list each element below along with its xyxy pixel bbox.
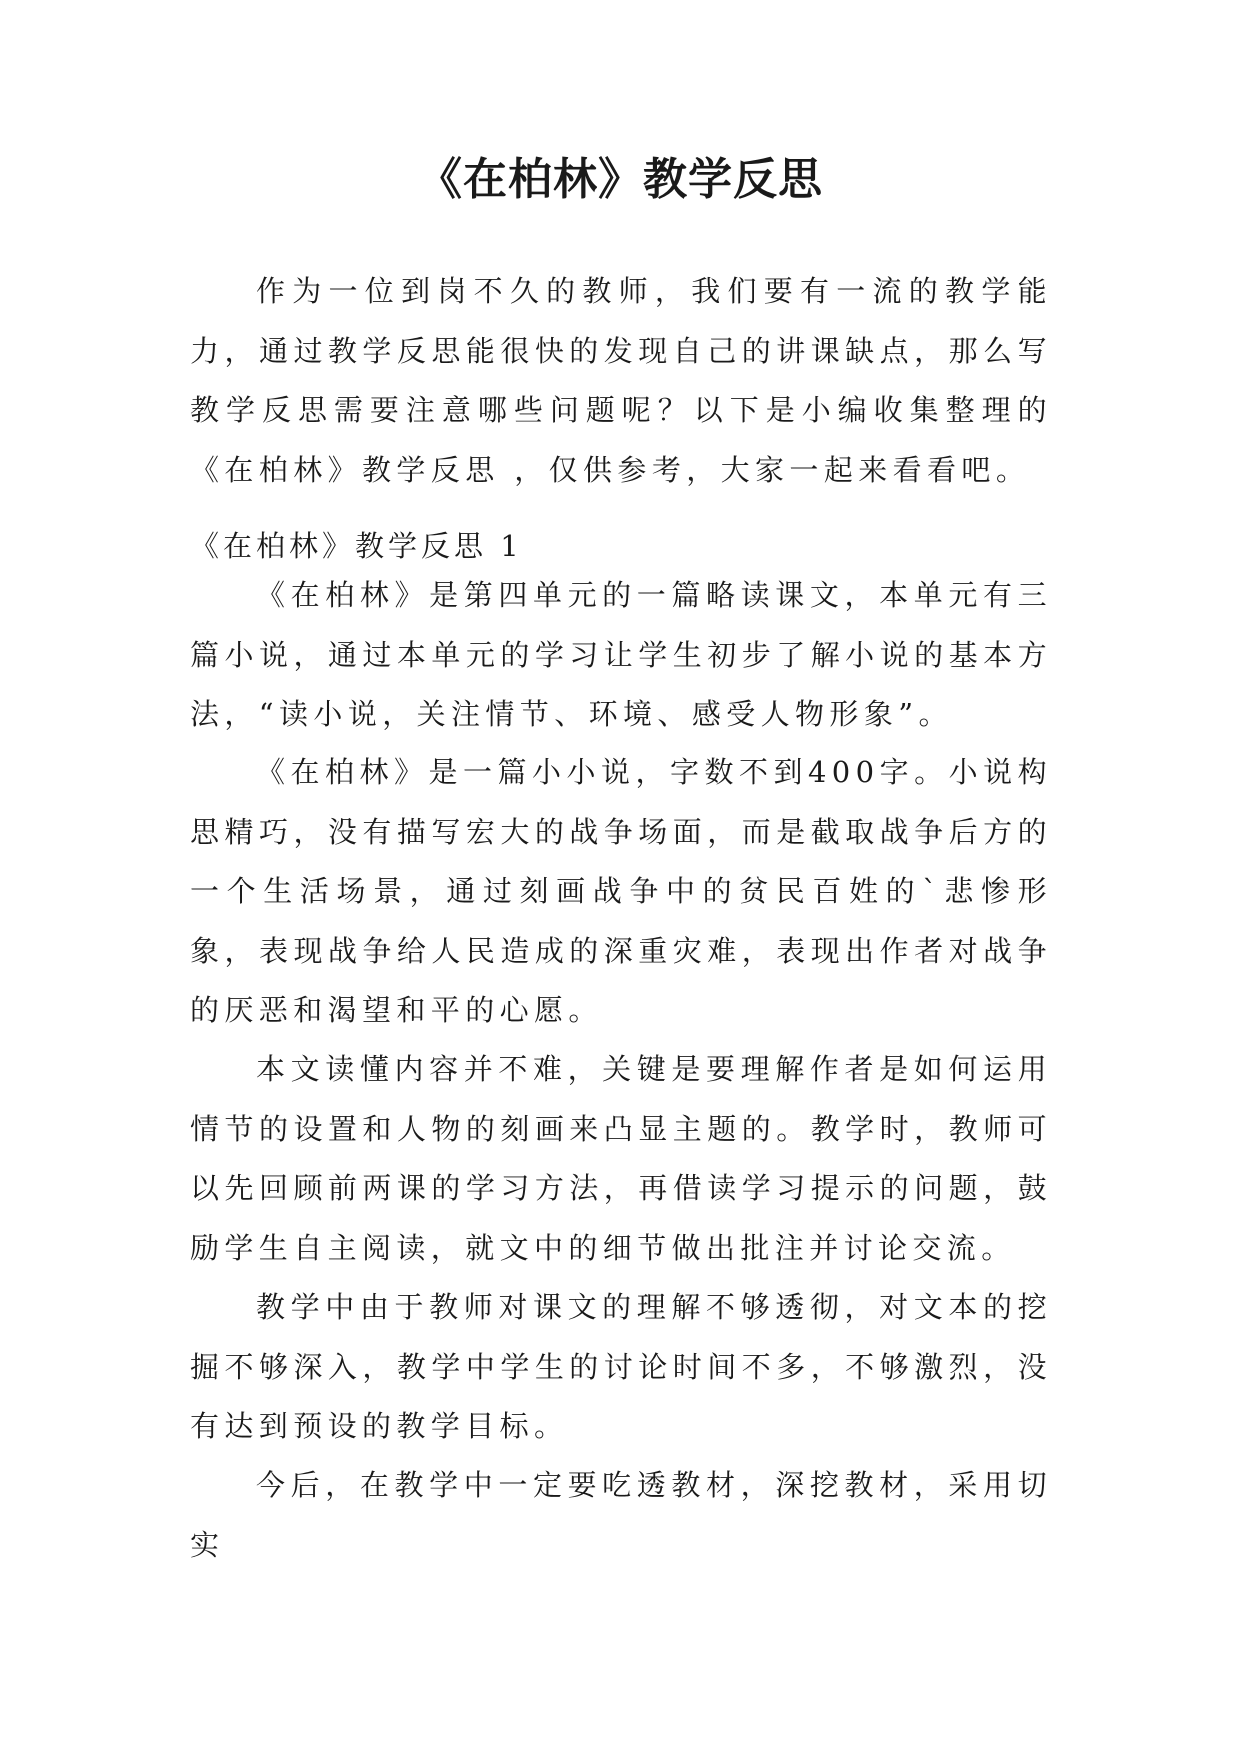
body-paragraph-3: 本文读懂内容并不难，关键是要理解作者是如何运用情节的设置和人物的刻画来凸显主题的。教学时，教师可以先回顾前两课的学习方法，再借读学习提示的问题，鼓励学生自主阅读，就文中的细节做出批注并讨论交流。	[190, 1052, 1052, 1265]
section-heading: 《在柏林》教学反思 1	[190, 529, 523, 563]
body-paragraph-1: 《在柏林》是第四单元的一篇略读课文，本单元有三篇小说，通过本单元的学习让学生初步了解小说的基本方法，“读小说，关注情节、环境、感受人物形象”。	[190, 578, 1052, 731]
body-paragraph-2: 《在柏林》是一篇小小说，字数不到400字。小说构思精巧，没有描写宏大的战争场面，而是截取战争后方的一个生活场景，通过刻画战争中的贫民百姓的`悲惨形象，表现战争给人民造成的深重灾难，表现出作者对战争的厌恶和渴望和平的心愿。	[190, 755, 1052, 1027]
body-paragraph-5: 今后，在教学中一定要吃透教材，深挖教材，采用切实	[190, 1468, 1052, 1562]
body-paragraph-4: 教学中由于教师对课文的理解不够透彻，对文本的挖掘不够深入，教学中学生的讨论时间不多，不够激烈，没有达到预设的教学目标。	[190, 1290, 1052, 1443]
document-title: 《在柏林》教学反思	[418, 154, 823, 205]
intro-paragraph: 作为一位到岗不久的教师，我们要有一流的教学能力，通过教学反思能很快的发现自己的讲课缺点，那么写教学反思需要注意哪些问题呢？以下是小编收集整理的《在柏林》教学反思 ，仅供参考，大家一起来看看吧。	[190, 274, 1052, 487]
